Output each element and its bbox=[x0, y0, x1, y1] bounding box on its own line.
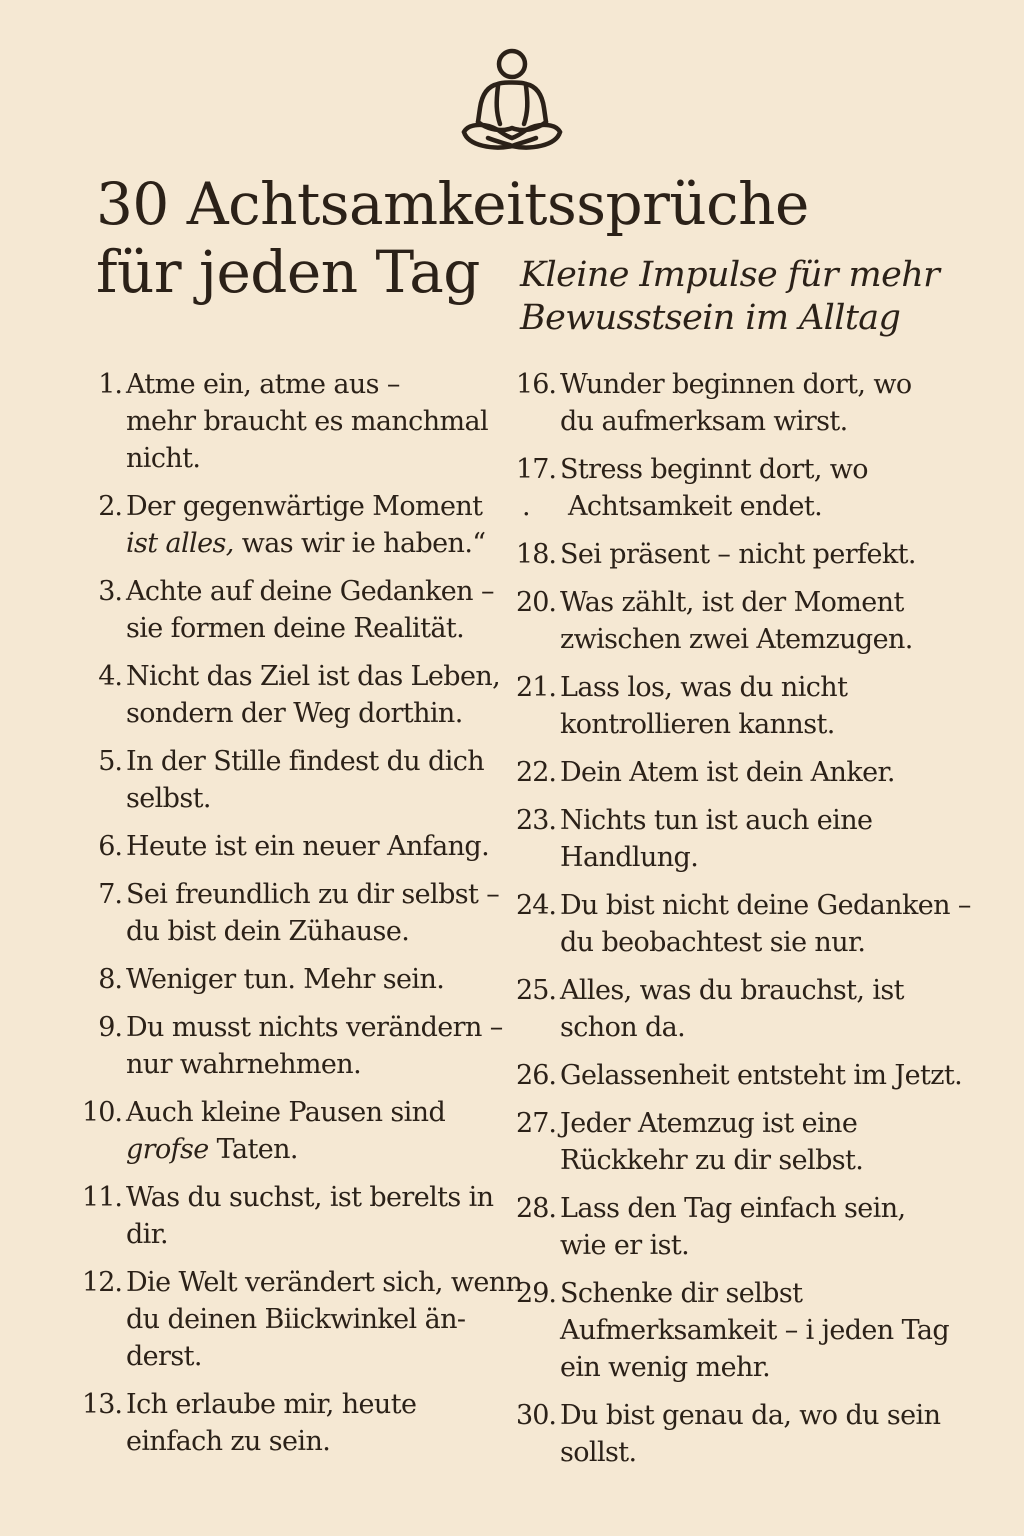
quote-number: 20. bbox=[516, 587, 556, 618]
meditation-figure-icon bbox=[458, 46, 566, 158]
quote-text bbox=[560, 366, 1014, 440]
quote-number: 21. bbox=[516, 672, 556, 703]
quote-text bbox=[560, 584, 1014, 658]
quote-line: einfach zu sein. bbox=[126, 1426, 331, 1457]
quote-line: wie er ist. bbox=[560, 1230, 690, 1261]
quote-number: 1. bbox=[98, 369, 122, 400]
quote-text bbox=[560, 669, 1014, 743]
list-item bbox=[80, 1386, 520, 1460]
list-item bbox=[80, 488, 520, 562]
quote-number: 18. bbox=[516, 539, 556, 570]
quote-text bbox=[126, 1179, 520, 1253]
quote-text bbox=[560, 1105, 1014, 1179]
quote-number: 27. bbox=[516, 1108, 556, 1139]
quote-number: 10. bbox=[82, 1097, 122, 1128]
quote-line: Du bist genau da, wo du sein bbox=[560, 1400, 941, 1431]
quote-text bbox=[126, 488, 520, 562]
quote-line: zwischen zwei Atemzugen. bbox=[560, 624, 913, 655]
quote-line: Heute ist ein neuer Anfang. bbox=[126, 831, 490, 862]
quote-line: Sei präsent – nicht perfekt. bbox=[560, 539, 916, 570]
quote-line: selbst. bbox=[126, 783, 211, 814]
list-item bbox=[80, 876, 520, 950]
quote-number: 25. bbox=[516, 975, 556, 1006]
list-item bbox=[80, 961, 520, 998]
quote-number: 30. bbox=[516, 1400, 556, 1431]
list-item bbox=[514, 584, 1014, 658]
quote-line: Die Welt verändert sich, wenn bbox=[126, 1267, 523, 1298]
quote-text bbox=[126, 961, 520, 998]
quote-line: Dein Atem ist dein Anker. bbox=[560, 757, 895, 788]
quote-line: Der gegenwärtige Moment bbox=[126, 491, 483, 522]
quote-text bbox=[560, 802, 1014, 876]
quote-line: du aufmerksam wirst. bbox=[560, 406, 848, 437]
quote-number: 23. bbox=[516, 805, 556, 836]
quote-text bbox=[126, 573, 520, 647]
quote-line: derst. bbox=[126, 1341, 202, 1372]
quote-line-rest: was wir ie haben.“ bbox=[233, 528, 486, 559]
quote-line: Was zählt, ist der Moment bbox=[560, 587, 904, 618]
quote-line: Wunder beginnen dort, wo bbox=[560, 369, 912, 400]
list-item bbox=[514, 1275, 1014, 1386]
quote-text bbox=[126, 1009, 520, 1083]
quote-number: 28. bbox=[516, 1193, 556, 1224]
quote-number: 5. bbox=[98, 746, 122, 777]
quote-text bbox=[126, 1094, 520, 1168]
quote-line bbox=[126, 525, 520, 562]
list-item bbox=[80, 1009, 520, 1083]
quote-line: Du musst nichts verändern – bbox=[126, 1012, 503, 1043]
list-item bbox=[514, 887, 1014, 961]
quote-text bbox=[126, 1264, 522, 1375]
list-item bbox=[80, 1179, 520, 1253]
quote-line: Atme ein, atme aus – bbox=[126, 369, 400, 400]
quote-text bbox=[568, 488, 1014, 525]
list-item bbox=[514, 802, 1014, 876]
quote-line: dir. bbox=[126, 1219, 169, 1250]
quote-line: Lass los, was du nicht bbox=[560, 672, 848, 703]
list-item bbox=[514, 536, 1014, 573]
quote-number: 11. bbox=[82, 1182, 122, 1213]
subtitle-line-2: Bewusstsein im Alltag bbox=[520, 298, 901, 338]
quote-text bbox=[560, 754, 1014, 791]
quote-line: Du bist nicht deine Gedanken – bbox=[560, 890, 971, 921]
list-item bbox=[514, 754, 1014, 791]
list-item bbox=[80, 743, 520, 817]
quote-line: Achte auf deine Gedanken – bbox=[126, 576, 494, 607]
list-item bbox=[514, 1057, 1014, 1094]
quote-number: 9. bbox=[98, 1012, 122, 1043]
quote-number: 29. bbox=[516, 1278, 556, 1309]
quote-line: Aufmerksamkeit – i jeden Tag bbox=[560, 1315, 950, 1346]
quotes-list-left bbox=[80, 366, 523, 1471]
quote-number: 26. bbox=[516, 1060, 556, 1091]
list-item bbox=[80, 658, 520, 732]
quote-emphasis: ist alles, bbox=[126, 528, 234, 559]
quote-line-rest: Taten. bbox=[208, 1134, 298, 1165]
list-item bbox=[514, 1397, 1014, 1471]
list-item bbox=[80, 366, 520, 477]
quote-line: In der Stille findest du dich bbox=[126, 746, 485, 777]
quote-number: 8. bbox=[98, 964, 122, 995]
quote-number: 3. bbox=[98, 576, 122, 607]
quote-text bbox=[126, 658, 520, 732]
subtitle-line-1: Kleine Impulse für mehr bbox=[520, 255, 940, 295]
quote-number: 12. bbox=[82, 1267, 122, 1298]
quote-text bbox=[560, 451, 1014, 488]
quote-number: 6. bbox=[98, 831, 122, 862]
list-item bbox=[514, 1105, 1014, 1179]
list-item bbox=[514, 488, 1014, 525]
quote-number: 7. bbox=[98, 879, 122, 910]
quote-text bbox=[126, 1386, 520, 1460]
quote-line: Stress beginnt dort, wo bbox=[560, 454, 868, 485]
title-line-2: für jeden Tag bbox=[96, 238, 480, 306]
quote-line: Weniger tun. Mehr sein. bbox=[126, 964, 445, 995]
quote-line: sollst. bbox=[560, 1437, 637, 1468]
quote-line: du deinen Biickwinkel än- bbox=[126, 1304, 466, 1335]
quote-text bbox=[126, 828, 520, 865]
quote-line: Gelassenheit entsteht im Jetzt. bbox=[560, 1060, 963, 1091]
list-item bbox=[514, 366, 1014, 440]
quote-line: Nicht das Ziel ist das Leben, bbox=[126, 661, 501, 692]
quotes-list-right bbox=[514, 366, 1014, 1482]
quote-text bbox=[560, 1275, 1014, 1386]
quote-text bbox=[560, 972, 1014, 1046]
quote-line: Handlung. bbox=[560, 842, 699, 873]
quote-line: Auch kleine Pausen sind bbox=[126, 1097, 446, 1128]
quote-number: 22. bbox=[516, 757, 556, 788]
quote-text bbox=[560, 1057, 1014, 1094]
quote-line: Lass den Tag einfach sein, bbox=[560, 1193, 906, 1224]
quote-line: Sei freundlich zu dir selbst – bbox=[126, 879, 500, 910]
quote-line: Alles, was du brauchst, ist bbox=[560, 975, 904, 1006]
list-item bbox=[514, 972, 1014, 1046]
quote-emphasis: grofse bbox=[126, 1134, 209, 1165]
quote-line: du bist dein Zühause. bbox=[126, 916, 410, 947]
quote-line: Schenke dir selbst bbox=[560, 1278, 803, 1309]
quote-number: 17. bbox=[516, 454, 556, 485]
subtitle bbox=[520, 254, 1000, 340]
quote-text bbox=[560, 536, 1014, 573]
quote-line: ein wenig mehr. bbox=[560, 1352, 771, 1383]
quote-text bbox=[560, 1190, 1014, 1264]
list-item bbox=[514, 1190, 1014, 1264]
quote-text bbox=[126, 743, 520, 817]
quote-number: 2. bbox=[98, 491, 122, 522]
list-item bbox=[80, 573, 520, 647]
quote-text bbox=[560, 1397, 1014, 1471]
quote-number: . bbox=[522, 491, 530, 522]
quote-text bbox=[126, 366, 520, 477]
quote-line: Rückkehr zu dir selbst. bbox=[560, 1145, 864, 1176]
quote-line: Was du suchst, ist berelts in bbox=[126, 1182, 494, 1213]
quote-line: Ich erlaube mir, heute bbox=[126, 1389, 417, 1420]
list-item bbox=[514, 451, 1014, 488]
quote-line: nur wahrnehmen. bbox=[126, 1049, 362, 1080]
quote-line: kontrollieren kannst. bbox=[560, 709, 835, 740]
quote-line bbox=[126, 1131, 520, 1168]
quote-line: sie formen deine Realität. bbox=[126, 613, 465, 644]
quote-line: du beobachtest sie nur. bbox=[560, 927, 866, 958]
quote-number: 16. bbox=[516, 369, 556, 400]
quote-number: 24. bbox=[516, 890, 556, 921]
quote-line: sondern der Weg dorthin. bbox=[126, 698, 463, 729]
quote-text bbox=[126, 876, 520, 950]
quote-number: 4. bbox=[98, 661, 122, 692]
quote-line: Nichts tun ist auch eine bbox=[560, 805, 873, 836]
quote-text bbox=[560, 887, 1014, 961]
title-line-1: 30 Achtsamkeitssprüche bbox=[96, 170, 809, 238]
list-item bbox=[80, 1094, 520, 1168]
list-item bbox=[514, 669, 1014, 743]
list-item bbox=[80, 828, 520, 865]
quote-line: nicht. bbox=[126, 443, 201, 474]
list-item bbox=[80, 1264, 523, 1375]
quote-line: Jeder Atemzug ist eine bbox=[560, 1108, 858, 1139]
quote-line: schon da. bbox=[560, 1012, 686, 1043]
quote-line: Achtsamkeit endet. bbox=[568, 491, 823, 522]
quote-line: mehr braucht es manchmal bbox=[126, 406, 489, 437]
quote-number: 13. bbox=[82, 1389, 122, 1420]
